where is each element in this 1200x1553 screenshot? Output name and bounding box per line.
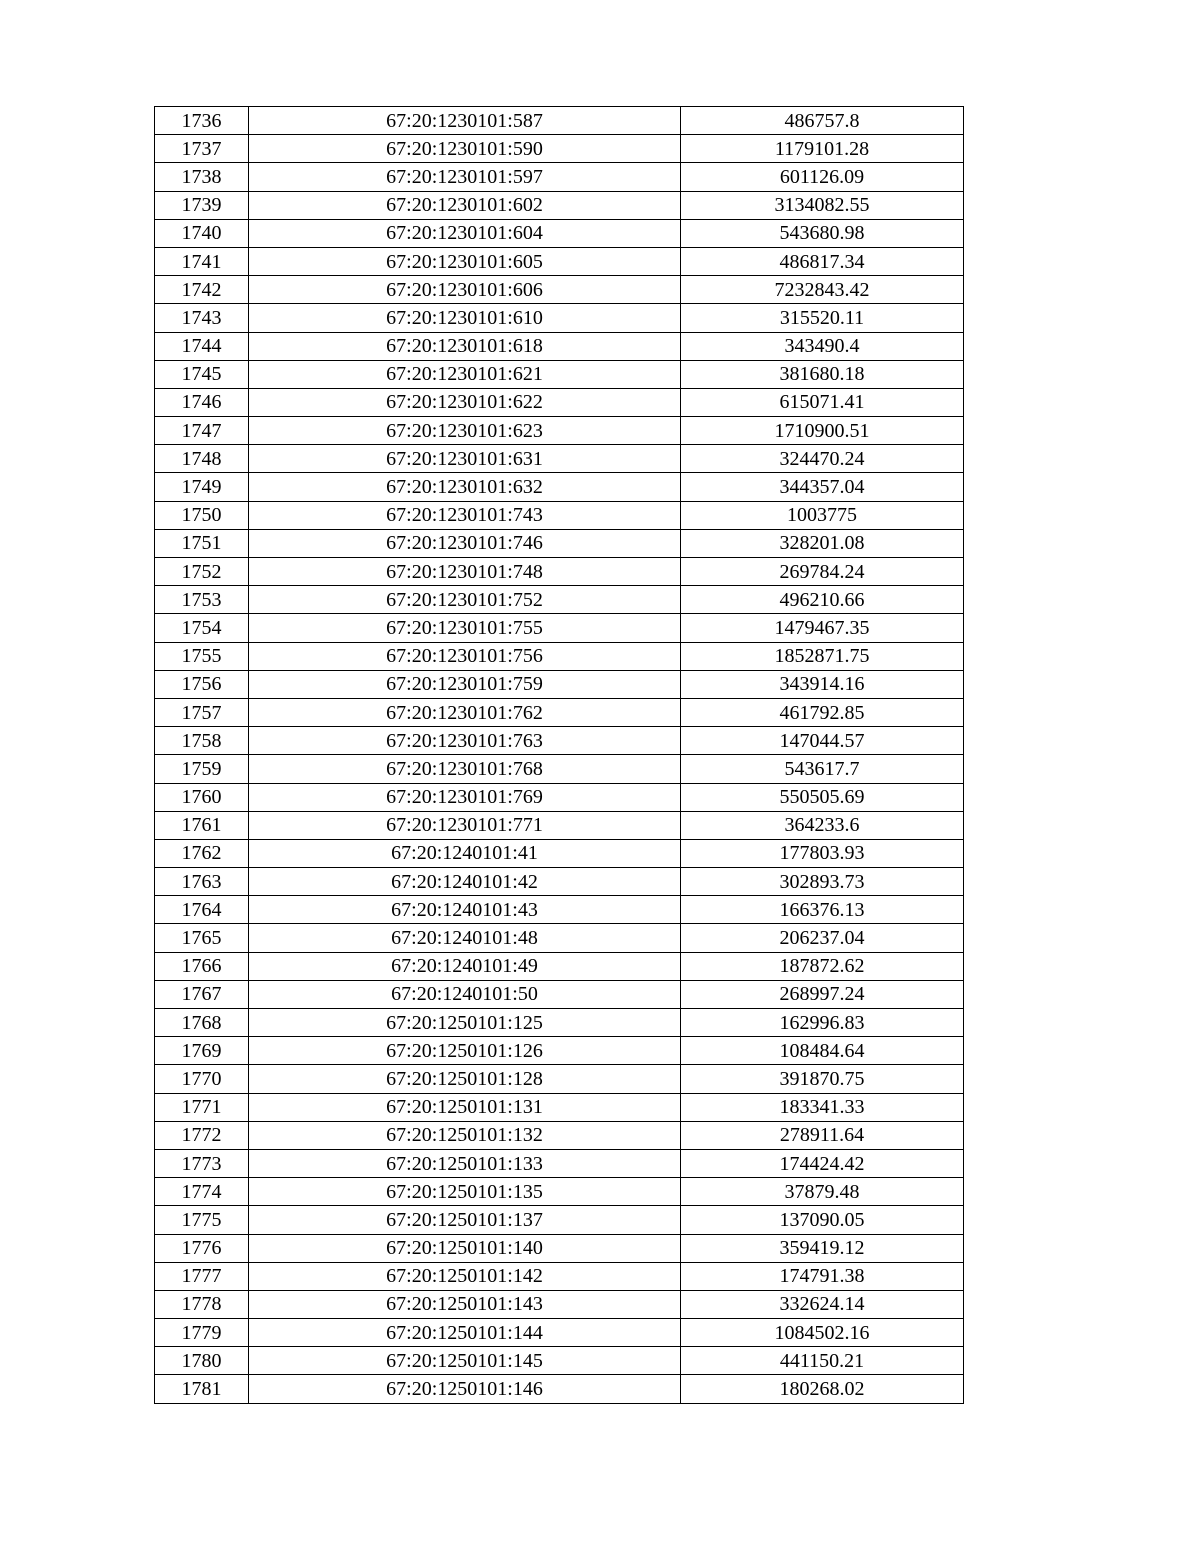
value-cell: 37879.48	[681, 1178, 964, 1206]
value-cell: 268997.24	[681, 980, 964, 1008]
table-row	[155, 924, 964, 952]
cadastral-number-cell: 67:20:1230101:762	[249, 698, 681, 726]
row-number-cell: 1779	[155, 1319, 249, 1347]
value-cell: 174791.38	[681, 1262, 964, 1290]
row-number-cell: 1761	[155, 811, 249, 839]
row-number-cell: 1755	[155, 642, 249, 670]
row-number-cell: 1764	[155, 896, 249, 924]
table-row	[155, 1093, 964, 1121]
cadastral-number-cell: 67:20:1240101:48	[249, 924, 681, 952]
row-number-cell: 1753	[155, 586, 249, 614]
value-cell: 174424.42	[681, 1149, 964, 1177]
table-body	[155, 107, 964, 1404]
value-cell: 187872.62	[681, 952, 964, 980]
cadastral-number-cell: 67:20:1230101:606	[249, 276, 681, 304]
table-row	[155, 727, 964, 755]
table-row	[155, 868, 964, 896]
cadastral-number-cell: 67:20:1230101:604	[249, 219, 681, 247]
cadastral-number-cell: 67:20:1240101:42	[249, 868, 681, 896]
row-number-cell: 1757	[155, 698, 249, 726]
row-number-cell: 1766	[155, 952, 249, 980]
table-row	[155, 1290, 964, 1318]
value-cell: 486757.8	[681, 107, 964, 135]
row-number-cell: 1746	[155, 388, 249, 416]
cadastral-number-cell: 67:20:1230101:768	[249, 755, 681, 783]
table-row	[155, 1009, 964, 1037]
table-row	[155, 1065, 964, 1093]
row-number-cell: 1763	[155, 868, 249, 896]
row-number-cell: 1738	[155, 163, 249, 191]
table-row	[155, 755, 964, 783]
table-row	[155, 1121, 964, 1149]
table-row	[155, 360, 964, 388]
table-row	[155, 1149, 964, 1177]
value-cell: 7232843.42	[681, 276, 964, 304]
value-cell: 1710900.51	[681, 417, 964, 445]
table-row	[155, 558, 964, 586]
row-number-cell: 1762	[155, 839, 249, 867]
cadastral-number-cell: 67:20:1230101:622	[249, 388, 681, 416]
row-number-cell: 1737	[155, 135, 249, 163]
value-cell: 332624.14	[681, 1290, 964, 1318]
table-row	[155, 586, 964, 614]
row-number-cell: 1773	[155, 1149, 249, 1177]
table-row	[155, 670, 964, 698]
cadastral-number-cell: 67:20:1230101:759	[249, 670, 681, 698]
cadastral-number-cell: 67:20:1250101:145	[249, 1347, 681, 1375]
cadastral-number-cell: 67:20:1230101:602	[249, 191, 681, 219]
value-cell: 108484.64	[681, 1037, 964, 1065]
row-number-cell: 1750	[155, 501, 249, 529]
table-row	[155, 1347, 964, 1375]
row-number-cell: 1770	[155, 1065, 249, 1093]
table-row	[155, 107, 964, 135]
value-cell: 166376.13	[681, 896, 964, 924]
table-row	[155, 276, 964, 304]
cadastral-number-cell: 67:20:1250101:125	[249, 1009, 681, 1037]
row-number-cell: 1759	[155, 755, 249, 783]
value-cell: 543680.98	[681, 219, 964, 247]
table-row	[155, 417, 964, 445]
row-number-cell: 1742	[155, 276, 249, 304]
cadastral-number-cell: 67:20:1250101:146	[249, 1375, 681, 1403]
row-number-cell: 1754	[155, 614, 249, 642]
cadastral-number-cell: 67:20:1230101:623	[249, 417, 681, 445]
cadastral-number-cell: 67:20:1230101:769	[249, 783, 681, 811]
cadastral-number-cell: 67:20:1250101:135	[249, 1178, 681, 1206]
cadastral-number-cell: 67:20:1230101:587	[249, 107, 681, 135]
cadastral-number-cell: 67:20:1230101:621	[249, 360, 681, 388]
value-cell: 496210.66	[681, 586, 964, 614]
table-row	[155, 1234, 964, 1262]
row-number-cell: 1744	[155, 332, 249, 360]
table-row	[155, 529, 964, 557]
row-number-cell: 1758	[155, 727, 249, 755]
data-table	[154, 106, 964, 1404]
row-number-cell: 1765	[155, 924, 249, 952]
table-row	[155, 614, 964, 642]
table-row	[155, 247, 964, 275]
cadastral-number-cell: 67:20:1250101:131	[249, 1093, 681, 1121]
cadastral-number-cell: 67:20:1250101:142	[249, 1262, 681, 1290]
cadastral-number-cell: 67:20:1230101:756	[249, 642, 681, 670]
table-row	[155, 1319, 964, 1347]
cadastral-number-cell: 67:20:1240101:41	[249, 839, 681, 867]
cadastral-number-cell: 67:20:1230101:631	[249, 445, 681, 473]
cadastral-number-cell: 67:20:1250101:133	[249, 1149, 681, 1177]
value-cell: 278911.64	[681, 1121, 964, 1149]
row-number-cell: 1741	[155, 247, 249, 275]
table-row	[155, 1375, 964, 1403]
row-number-cell: 1778	[155, 1290, 249, 1318]
value-cell: 441150.21	[681, 1347, 964, 1375]
value-cell: 615071.41	[681, 388, 964, 416]
row-number-cell: 1751	[155, 529, 249, 557]
cadastral-number-cell: 67:20:1240101:43	[249, 896, 681, 924]
row-number-cell: 1749	[155, 473, 249, 501]
value-cell: 461792.85	[681, 698, 964, 726]
table-row	[155, 388, 964, 416]
value-cell: 269784.24	[681, 558, 964, 586]
cadastral-number-cell: 67:20:1230101:752	[249, 586, 681, 614]
value-cell: 381680.18	[681, 360, 964, 388]
row-number-cell: 1774	[155, 1178, 249, 1206]
table-row	[155, 1262, 964, 1290]
cadastral-number-cell: 67:20:1250101:144	[249, 1319, 681, 1347]
row-number-cell: 1745	[155, 360, 249, 388]
table-row	[155, 896, 964, 924]
row-number-cell: 1743	[155, 304, 249, 332]
row-number-cell: 1769	[155, 1037, 249, 1065]
value-cell: 137090.05	[681, 1206, 964, 1234]
cadastral-number-cell: 67:20:1230101:771	[249, 811, 681, 839]
table-row	[155, 304, 964, 332]
row-number-cell: 1739	[155, 191, 249, 219]
value-cell: 315520.11	[681, 304, 964, 332]
cadastral-number-cell: 67:20:1230101:748	[249, 558, 681, 586]
table-row	[155, 445, 964, 473]
value-cell: 183341.33	[681, 1093, 964, 1121]
cadastral-number-cell: 67:20:1230101:743	[249, 501, 681, 529]
cadastral-number-cell: 67:20:1230101:610	[249, 304, 681, 332]
value-cell: 1479467.35	[681, 614, 964, 642]
row-number-cell: 1748	[155, 445, 249, 473]
table-row	[155, 501, 964, 529]
value-cell: 344357.04	[681, 473, 964, 501]
cadastral-number-cell: 67:20:1230101:746	[249, 529, 681, 557]
table-row	[155, 642, 964, 670]
table-row	[155, 811, 964, 839]
value-cell: 162996.83	[681, 1009, 964, 1037]
row-number-cell: 1771	[155, 1093, 249, 1121]
cadastral-number-cell: 67:20:1250101:132	[249, 1121, 681, 1149]
table-row	[155, 219, 964, 247]
value-cell: 343914.16	[681, 670, 964, 698]
value-cell: 543617.7	[681, 755, 964, 783]
cadastral-number-cell: 67:20:1230101:755	[249, 614, 681, 642]
value-cell: 1084502.16	[681, 1319, 964, 1347]
value-cell: 359419.12	[681, 1234, 964, 1262]
cadastral-number-cell: 67:20:1250101:140	[249, 1234, 681, 1262]
cadastral-number-cell: 67:20:1240101:49	[249, 952, 681, 980]
table-row	[155, 191, 964, 219]
value-cell: 343490.4	[681, 332, 964, 360]
cadastral-number-cell: 67:20:1230101:618	[249, 332, 681, 360]
cadastral-number-cell: 67:20:1250101:143	[249, 1290, 681, 1318]
row-number-cell: 1740	[155, 219, 249, 247]
value-cell: 180268.02	[681, 1375, 964, 1403]
value-cell: 601126.09	[681, 163, 964, 191]
value-cell: 486817.34	[681, 247, 964, 275]
row-number-cell: 1736	[155, 107, 249, 135]
value-cell: 324470.24	[681, 445, 964, 473]
row-number-cell: 1760	[155, 783, 249, 811]
table-row	[155, 473, 964, 501]
table-row	[155, 980, 964, 1008]
row-number-cell: 1768	[155, 1009, 249, 1037]
cadastral-number-cell: 67:20:1230101:590	[249, 135, 681, 163]
cadastral-number-cell: 67:20:1250101:137	[249, 1206, 681, 1234]
value-cell: 302893.73	[681, 868, 964, 896]
table-row	[155, 839, 964, 867]
cadastral-number-cell: 67:20:1230101:605	[249, 247, 681, 275]
value-cell: 550505.69	[681, 783, 964, 811]
table-row	[155, 163, 964, 191]
row-number-cell: 1747	[155, 417, 249, 445]
row-number-cell: 1775	[155, 1206, 249, 1234]
value-cell: 1179101.28	[681, 135, 964, 163]
value-cell: 391870.75	[681, 1065, 964, 1093]
row-number-cell: 1752	[155, 558, 249, 586]
cadastral-number-cell: 67:20:1250101:128	[249, 1065, 681, 1093]
table-row	[155, 952, 964, 980]
table-row	[155, 1206, 964, 1234]
row-number-cell: 1781	[155, 1375, 249, 1403]
value-cell: 3134082.55	[681, 191, 964, 219]
value-cell: 364233.6	[681, 811, 964, 839]
cadastral-number-cell: 67:20:1230101:763	[249, 727, 681, 755]
row-number-cell: 1756	[155, 670, 249, 698]
table-row	[155, 783, 964, 811]
table-row	[155, 1037, 964, 1065]
row-number-cell: 1777	[155, 1262, 249, 1290]
row-number-cell: 1772	[155, 1121, 249, 1149]
value-cell: 328201.08	[681, 529, 964, 557]
row-number-cell: 1780	[155, 1347, 249, 1375]
value-cell: 147044.57	[681, 727, 964, 755]
cadastral-number-cell: 67:20:1230101:597	[249, 163, 681, 191]
row-number-cell: 1767	[155, 980, 249, 1008]
value-cell: 1852871.75	[681, 642, 964, 670]
cadastral-number-cell: 67:20:1250101:126	[249, 1037, 681, 1065]
cadastral-number-cell: 67:20:1230101:632	[249, 473, 681, 501]
table-row	[155, 135, 964, 163]
value-cell: 206237.04	[681, 924, 964, 952]
table-row	[155, 1178, 964, 1206]
table-row	[155, 332, 964, 360]
value-cell: 177803.93	[681, 839, 964, 867]
row-number-cell: 1776	[155, 1234, 249, 1262]
cadastral-number-cell: 67:20:1240101:50	[249, 980, 681, 1008]
value-cell: 1003775	[681, 501, 964, 529]
table-row	[155, 698, 964, 726]
